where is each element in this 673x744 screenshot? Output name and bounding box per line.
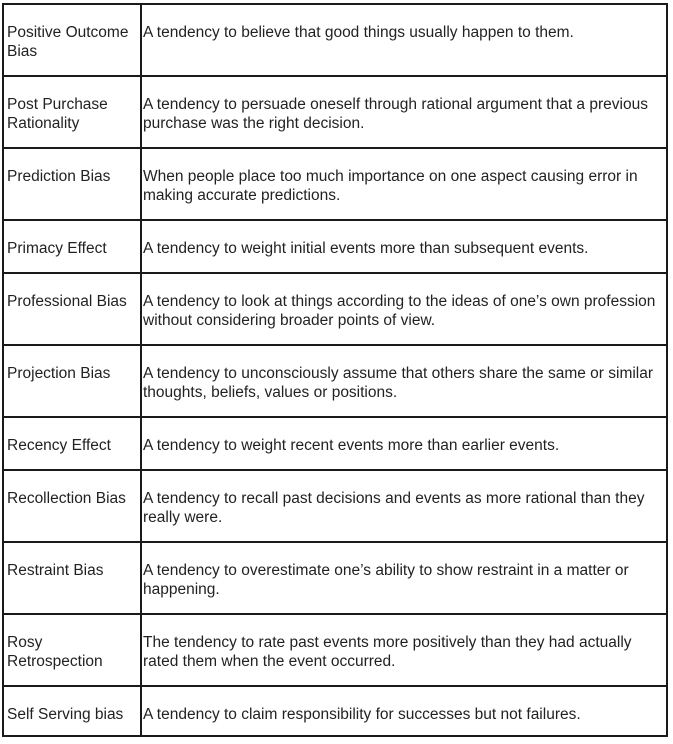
definition-cell: A tendency to unconsciously assume that others share the same or similar thoughts, beliefs, values or positions.: [141, 345, 667, 417]
table-row: [3, 148, 667, 220]
term-cell: Recency Effect: [3, 417, 141, 470]
definition-cell: A tendency to claim responsibility for successes but not failures.: [141, 686, 667, 736]
definition-cell: A tendency to look at things according to the ideas of one’s own profession without considering broader points of view.: [141, 273, 667, 345]
definition-cell: A tendency to weight recent events more than earlier events.: [141, 417, 667, 470]
bias-definitions-table: [2, 3, 668, 737]
table-row: [3, 542, 667, 614]
definition-cell: A tendency to persuade oneself through rational argument that a previous purchase was the right decision.: [141, 76, 667, 148]
definition-cell: A tendency to believe that good things usually happen to them.: [141, 4, 667, 76]
table-row: [3, 417, 667, 470]
term-cell: Positive Outcome Bias: [3, 4, 141, 76]
term-cell: Primacy Effect: [3, 220, 141, 273]
definition-cell: When people place too much importance on one aspect causing error in making accurate predictions.: [141, 148, 667, 220]
term-cell: Rosy Retrospection: [3, 614, 141, 686]
table-row: [3, 76, 667, 148]
table-row: [3, 614, 667, 686]
term-cell: Prediction Bias: [3, 148, 141, 220]
table-row: [3, 4, 667, 76]
term-cell: Recollection Bias: [3, 470, 141, 542]
table-row: [3, 345, 667, 417]
term-cell: Self Serving bias: [3, 686, 141, 736]
table-row: [3, 470, 667, 542]
table-row: [3, 686, 667, 736]
definition-cell: A tendency to recall past decisions and events as more rational than they really were.: [141, 470, 667, 542]
definition-cell: The tendency to rate past events more positively than they had actually rated them when the event occurred.: [141, 614, 667, 686]
table-row: [3, 220, 667, 273]
term-cell: Post Purchase Rationality: [3, 76, 141, 148]
definition-cell: A tendency to overestimate one’s ability to show restraint in a matter or happening.: [141, 542, 667, 614]
term-cell: Projection Bias: [3, 345, 141, 417]
table-body: [3, 4, 667, 736]
term-cell: Professional Bias: [3, 273, 141, 345]
table-row: [3, 273, 667, 345]
term-cell: Restraint Bias: [3, 542, 141, 614]
definition-cell: A tendency to weight initial events more than subsequent events.: [141, 220, 667, 273]
